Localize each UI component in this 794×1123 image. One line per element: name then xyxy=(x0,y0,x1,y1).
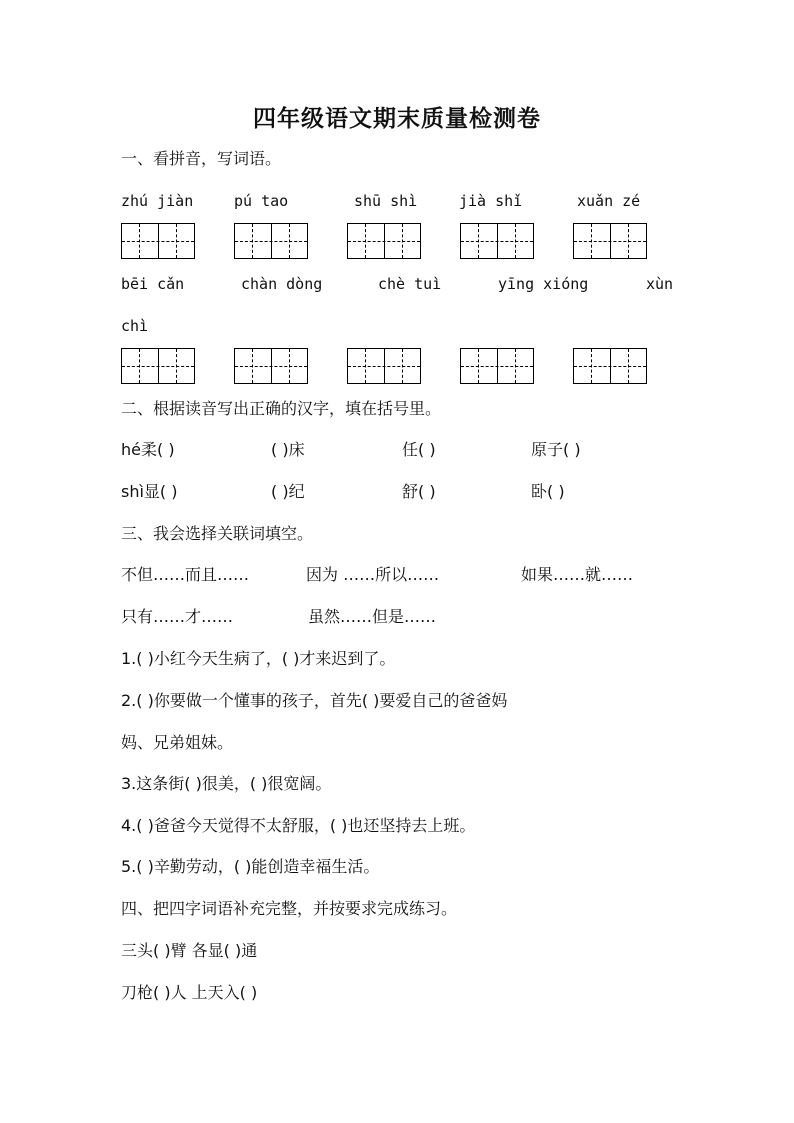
idiom-line: 刀枪( )人 上天入( ) xyxy=(121,983,258,1002)
pinyin-label: chè tuì xyxy=(378,275,442,293)
conjunction-option: 如果……就…… xyxy=(521,565,634,584)
pinyin-label: pú tao xyxy=(234,192,289,210)
pinyin-label: yīng xióng xyxy=(498,275,589,293)
question-2: 2.( )你要做一个懂事的孩子，首先( )要爱自己的爸爸妈 xyxy=(121,691,508,710)
pinyin-label: zhú jiàn xyxy=(121,192,194,210)
conjunction-option: 不但……而且…… xyxy=(121,565,250,584)
pinyin-label: chì xyxy=(121,317,149,335)
question-2-continued: 妈、兄弟姐妹。 xyxy=(121,733,234,752)
writing-grid[interactable] xyxy=(573,223,647,259)
question-1: 1.( )小红今天生病了，( )才来迟到了。 xyxy=(121,649,396,668)
section2-heading: 二、根据读音写出正确的汉字，填在括号里。 xyxy=(121,399,442,418)
question-5: 5.( )辛勤劳动，( )能创造幸福生活。 xyxy=(121,857,380,876)
writing-grid[interactable] xyxy=(460,223,534,259)
conjunction-option: 虽然……但是…… xyxy=(308,607,437,626)
pinyin-label: jià shǐ xyxy=(459,192,523,210)
conjunction-option: 因为 ……所以…… xyxy=(306,565,440,584)
writing-grid[interactable] xyxy=(347,223,421,259)
writing-grid[interactable] xyxy=(234,348,308,384)
writing-grid[interactable] xyxy=(460,348,534,384)
fill-blank-item: 任( ) xyxy=(402,440,436,459)
pinyin-label: shū shì xyxy=(354,192,418,210)
fill-blank-item: ( )床 xyxy=(271,440,305,459)
writing-grid[interactable] xyxy=(573,348,647,384)
fill-blank-item: 卧( ) xyxy=(531,482,565,501)
question-4: 4.( )爸爸今天觉得不太舒服，( )也还坚持去上班。 xyxy=(121,816,476,835)
question-3: 3.这条街( )很美，( )很宽阔。 xyxy=(121,774,332,793)
fill-blank-item: 舒( ) xyxy=(402,482,436,501)
writing-grid[interactable] xyxy=(121,348,195,384)
pinyin-label: xùn xyxy=(646,275,674,293)
fill-blank-item: ( )纪 xyxy=(271,482,305,501)
section3-heading: 三、我会选择关联词填空。 xyxy=(121,524,314,543)
section1-heading: 一、看拼音，写词语。 xyxy=(121,149,282,168)
pinyin-label: bēi cǎn xyxy=(121,275,185,293)
pinyin-label: chàn dòng xyxy=(241,275,323,293)
writing-grid[interactable] xyxy=(234,223,308,259)
section4-heading: 四、把四字词语补充完整，并按要求完成练习。 xyxy=(121,899,458,918)
conjunction-option: 只有……才…… xyxy=(121,607,234,626)
idiom-line: 三头( )臂 各显( )通 xyxy=(121,941,258,960)
page-title: 四年级语文期末质量检测卷 xyxy=(253,105,541,132)
writing-grid[interactable] xyxy=(121,223,195,259)
writing-grid[interactable] xyxy=(347,348,421,384)
fill-blank-item: shì显( ) xyxy=(121,482,178,501)
pinyin-label: xuǎn zé xyxy=(577,192,641,210)
fill-blank-item: hé柔( ) xyxy=(121,440,175,459)
fill-blank-item: 原子( ) xyxy=(531,440,581,459)
